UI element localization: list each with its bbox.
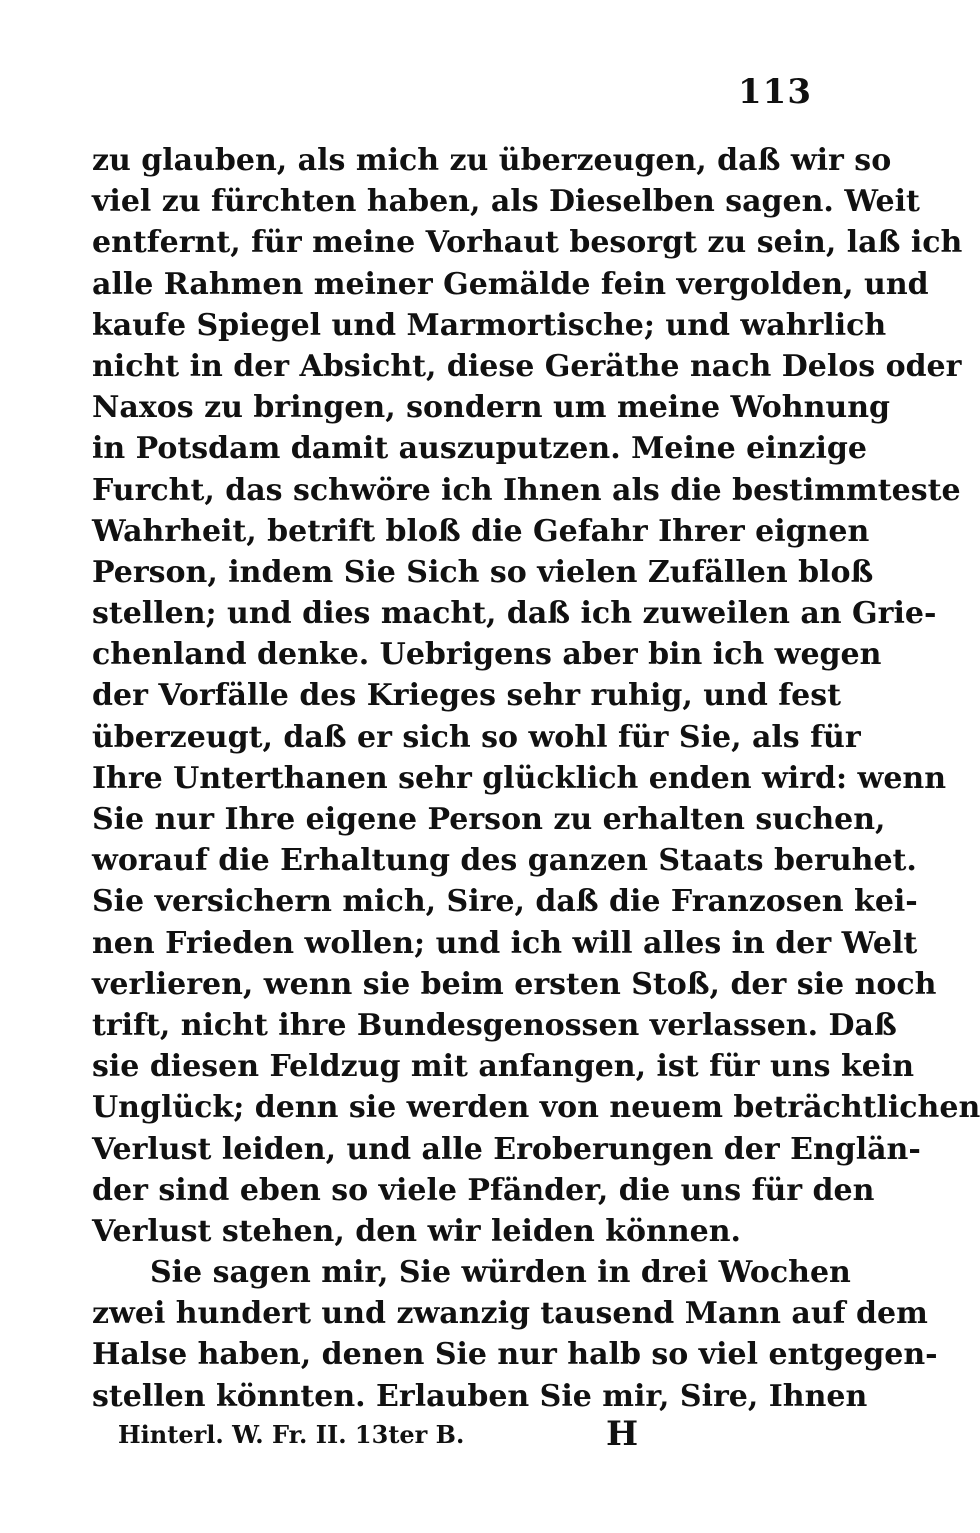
text-line: Wahrheit, betrift bloß die Gefahr Ihrer eignen <box>92 513 870 549</box>
catchword: H <box>606 1414 639 1454</box>
text-line: in Potsdam damit auszuputzen. Meine einzige <box>92 431 867 467</box>
signature-line: Hinterl. W. Fr. II. 13ter B. <box>118 1420 465 1449</box>
text-line: viel zu fürchten haben, als Dieselben sagen. Weit <box>92 184 920 220</box>
text-line: verlieren, wenn sie beim ersten Stoß, der sie noch <box>92 966 937 1002</box>
text-line: stellen könnten. Erlauben Sie mir, Sire, Ihnen <box>92 1378 868 1414</box>
text-line: zu glauben, als mich zu überzeugen, daß wir so <box>92 143 892 178</box>
text-line: Halse haben, denen Sie nur halb so viel entgegen- <box>92 1337 938 1373</box>
text-line: nen Frieden wollen; und ich will alles in der Welt <box>92 925 918 961</box>
text-line: kaufe Spiegel und Marmortische; und wahrlich <box>92 307 887 343</box>
text-line: Person, indem Sie Sich so vielen Zufällen bloß <box>92 554 874 590</box>
text-line: Verlust leiden, und alle Eroberungen der Englän- <box>92 1131 921 1167</box>
text-line: Furcht, das schwöre ich Ihnen als die bestimmteste <box>92 472 961 508</box>
text-line: Verlust stehen, den wir leiden können. <box>92 1213 741 1249</box>
text-line: chenland denke. Uebrigens aber bin ich wegen <box>92 637 882 673</box>
text-line: alle Rahmen meiner Gemälde fein vergolden, und <box>92 266 929 302</box>
text-line: sie diesen Feldzug mit anfangen, ist für uns kein <box>92 1049 915 1085</box>
text-line: der Vorfälle des Krieges sehr ruhig, und fest <box>92 678 841 714</box>
page-number: 113 <box>738 72 812 112</box>
text-line: Naxos zu bringen, sondern um meine Wohnung <box>92 390 891 426</box>
text-line: der sind eben so viele Pfänder, die uns für den <box>92 1172 875 1208</box>
body-text <box>92 140 980 1417</box>
text-line: worauf die Erhaltung des ganzen Staats beruhet. <box>92 843 917 879</box>
text-line: entfernt, für meine Vorhaut besorgt zu sein, laß ich <box>92 225 963 261</box>
text-line: Sie nur Ihre eigene Person zu erhalten suchen, <box>92 802 886 837</box>
text-line: zwei hundert und zwanzig tausend Mann auf dem <box>92 1296 928 1332</box>
text-line: Sie sagen mir, Sie würden in drei Wochen <box>150 1255 851 1291</box>
text-line: nicht in der Absicht, diese Geräthe nach Delos oder <box>92 348 962 384</box>
text-line: Ihre Unterthanen sehr glücklich enden wird: wenn <box>92 760 947 796</box>
text-line: stellen; und dies macht, daß ich zuweilen an Grie- <box>92 596 937 632</box>
paragraph-2 <box>92 1252 938 1417</box>
text-line: Unglück; denn sie werden von neuem beträchtlichen <box>92 1090 980 1126</box>
text-line: trift, nicht ihre Bundesgenossen verlassen. Daß <box>92 1007 897 1043</box>
paragraph-1 <box>92 140 980 1252</box>
text-line: überzeugt, daß er sich so wohl für Sie, als für <box>92 719 861 755</box>
text-line: Sie versichern mich, Sire, daß die Franzosen kei- <box>92 884 918 920</box>
footer <box>118 1414 678 1454</box>
